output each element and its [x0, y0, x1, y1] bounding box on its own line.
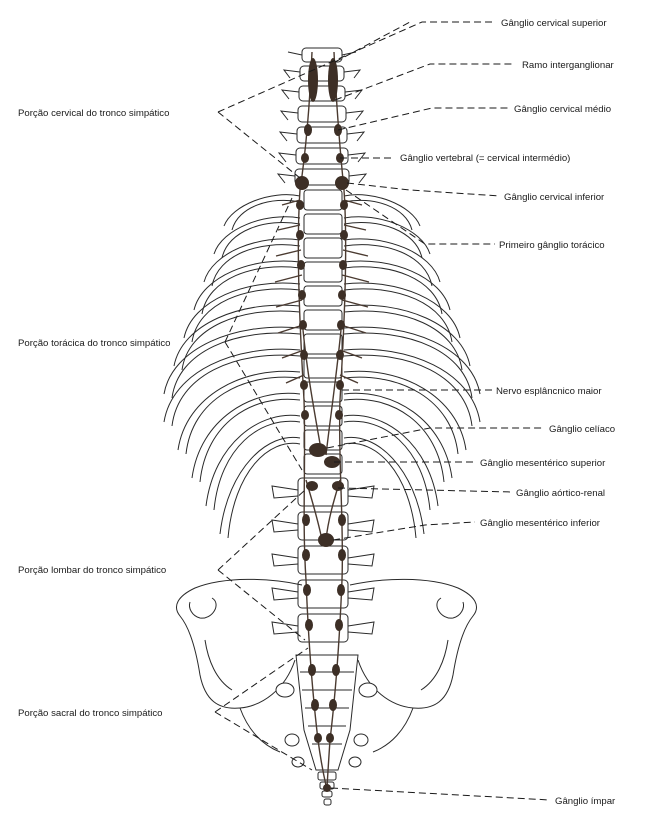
leader-lines: [215, 22, 550, 800]
thoracic-vertebra: [304, 190, 342, 210]
leader-cervical-superior: [335, 22, 410, 62]
leader-aortico-renal: [338, 488, 512, 492]
thoracic-vertebra: [304, 286, 342, 306]
label-ganglio-cervical-superior: Gânglio cervical superior: [501, 18, 607, 29]
rib-left: [192, 393, 300, 482]
label-porcao-toracica: Porção torácica do tronco simpático: [18, 338, 171, 349]
rib-left: [206, 415, 300, 510]
thoracic-vertebra: [304, 262, 342, 282]
rib-right: [344, 393, 452, 482]
thoracic-vertebra: [304, 238, 342, 258]
leader-cervical-2: [218, 112, 300, 178]
label-porcao-lombar: Porção lombar do tronco simpático: [18, 565, 167, 576]
label-ganglio-mesenterico-superior: Gânglio mesentérico superior: [480, 458, 606, 469]
rib-left: [178, 371, 300, 454]
label-primeiro-ganglio-toracico: Primeiro gânglio torácico: [499, 240, 605, 251]
label-ganglio-aortico-renal: Gânglio aórtico-renal: [516, 488, 606, 499]
leader-cervical-medio: [338, 108, 510, 130]
cervical-vertebrae: [278, 48, 366, 185]
label-nervo-esplancnico-maior: Nervo esplâncnico maior: [496, 386, 602, 397]
label-ganglio-cervical-inferior: Gânglio cervical inferior: [504, 192, 605, 203]
left-labels: [18, 108, 171, 719]
leader-lombar-1: [218, 490, 305, 570]
label-ganglio-mesenterico-inferior: Gânglio mesentérico inferior: [480, 518, 600, 529]
label-porcao-sacral: Porção sacral do tronco simpático: [18, 708, 163, 719]
leader-impar: [331, 788, 550, 800]
thoracic-vertebra: [304, 334, 342, 354]
label-porcao-cervical: Porção cervical do tronco simpático: [18, 108, 170, 119]
label-ganglio-celiaco: Gânglio celíaco: [549, 424, 616, 435]
thoracic-vertebra: [304, 214, 342, 234]
label-ganglio-impar: Gânglio ímpar: [555, 796, 616, 807]
leader-cervical-inferior: [347, 183, 500, 196]
rib-left: [214, 217, 300, 258]
leader-lombar-2: [218, 570, 305, 640]
rib-right: [344, 217, 430, 258]
label-ramo-interganglionar: Ramo interganglionar: [522, 60, 614, 71]
thoracic-vertebra: [304, 310, 342, 330]
rib-right: [344, 415, 438, 510]
leader-ramo: [335, 64, 515, 100]
label-ganglio-vertebral: Gânglio vertebral (= cervical intermédio): [400, 153, 571, 164]
leader-toracica-2: [225, 342, 302, 470]
right-labels: [400, 18, 616, 807]
label-ganglio-cervical-medio: Gânglio cervical médio: [514, 104, 612, 115]
leader-sacral-1: [215, 648, 308, 712]
